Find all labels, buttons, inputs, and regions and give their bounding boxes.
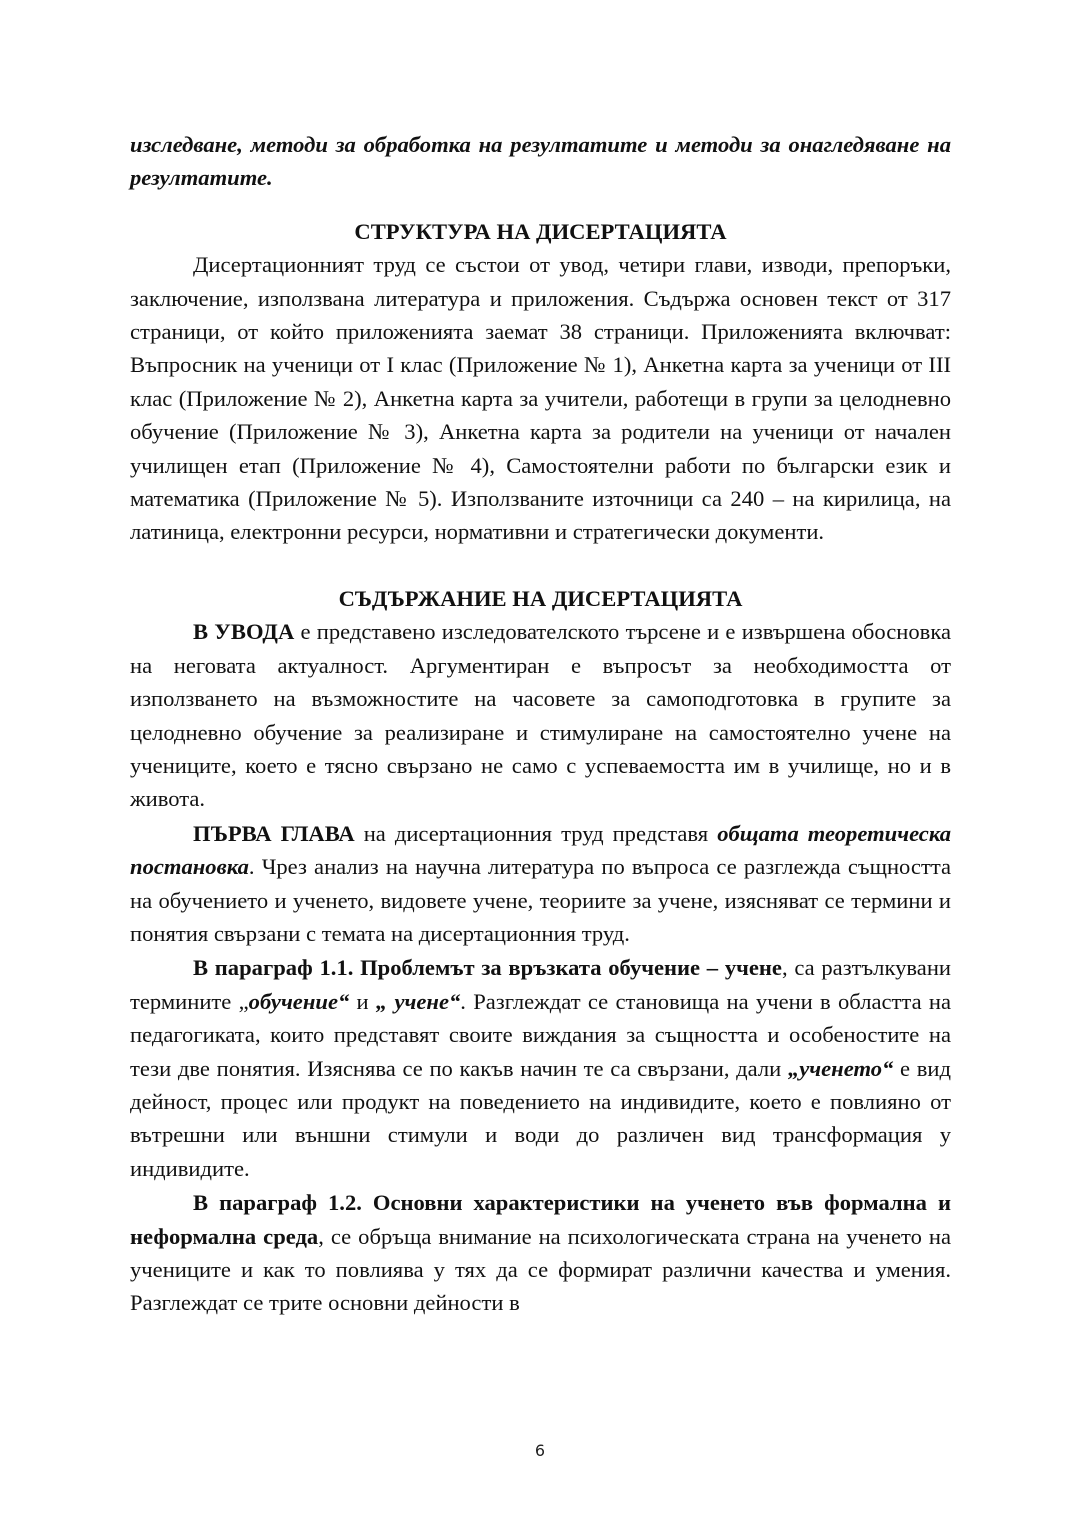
para11-text-b: и [349, 988, 376, 1014]
paragraph-1-1 [130, 951, 951, 1185]
structure-paragraph: Дисертационният труд се състои от увод, четири глави, изводи, препоръки, заключение, използвана литература и приложения. Съдържа основен текст от 317 страници, от който приложенията заемат 38 страници. Приложенията включват: Въпросник на ученици от I клас (Приложение № 1), Анкетна карта за ученици от III клас (Приложение № 2), Анкетна карта за учители, работещи в групи за целодневно обучение (Приложение № 3), Анкетна карта за родители на ученици от начален училищен етап (Приложение № 4), Самостоятелни работи по български език и математика (Приложение № 5). Използваните източници са 240 – на кирилица, на латиница, електронни ресурси, нормативни и стратегически документи. [130, 252, 951, 545]
para11-lead: В параграф 1.1. Проблемът за връзката обучение – учене [193, 955, 782, 981]
para12-text: , се обръща внимание на психологическата страна на ученето на учениците и как то повлиява у тях да се формират различни качества и умения. Разглеждат се трите основни дейности в [130, 1223, 951, 1316]
intro-fragment: изследване, методи за обработка на резултатите и методи за онагледяване на резултатите. [130, 132, 951, 191]
document-page [130, 128, 951, 1320]
para11-text-a: , са разтълкувани термините „ [130, 955, 951, 1014]
para11-term-obuchenie: обучение“ [248, 988, 350, 1014]
para11-text-c: . Разглеждат се становища на учени в областта на педагогиката, които представят своите виждания за същността и особеностите на тези две понятия. Изяснява се по какъв начин те са свързани, дали [130, 988, 952, 1081]
para11-text-d: е вид дейност, процес или продукт на поведението на индивидите, което е повлияно от вътрешни или външни стимули и води до различен вид трансформация у индивидите. [130, 1055, 951, 1181]
intro-text: е представено изследователското търсене и е извършена обосновка на неговата актуалност. Аргументиран е въпросът за необходимостта от използването на възможностите на часовете за самоподготовка в групите за целодневно обучение за реализиране и стимулиране на самостоятелно учене на учениците, което е тясно свързано не само с успеваемостта им в училище, но и в живота. [130, 619, 951, 812]
para11-term-uchene: „ учене“ [375, 988, 461, 1014]
intro-paragraph [130, 615, 951, 815]
structure-heading: СТРУКТУРА НА ДИСЕРТАЦИЯТА [354, 218, 727, 244]
para12-lead: В параграф 1.2. Основни характеристики на ученето във формална и неформална среда [130, 1190, 951, 1249]
chapter1-emphasis: общата теоретическа постановка [130, 820, 952, 880]
chapter1-paragraph [130, 817, 951, 951]
chapter1-text-b: . Чрез анализ на научна литература по въпроса се разглежда същността на обучението и ученето, видовете учене, теориите за учене, изясняват се термини и понятия свързани с темата на дисертационния труд. [130, 854, 951, 946]
page-number: 6 [534, 1441, 546, 1460]
paragraph-1-2 [130, 1186, 951, 1320]
content-heading: СЪДЪРЖАНИЕ НА ДИСЕРТАЦИЯТА [338, 585, 743, 611]
para11-term-ucheneto: „ученето“ [787, 1055, 894, 1081]
chapter1-text-a: на дисертационния труд представя [354, 820, 718, 846]
chapter1-lead: ПЪРВА ГЛАВА [193, 820, 355, 846]
intro-lead: В УВОДА [193, 619, 295, 645]
